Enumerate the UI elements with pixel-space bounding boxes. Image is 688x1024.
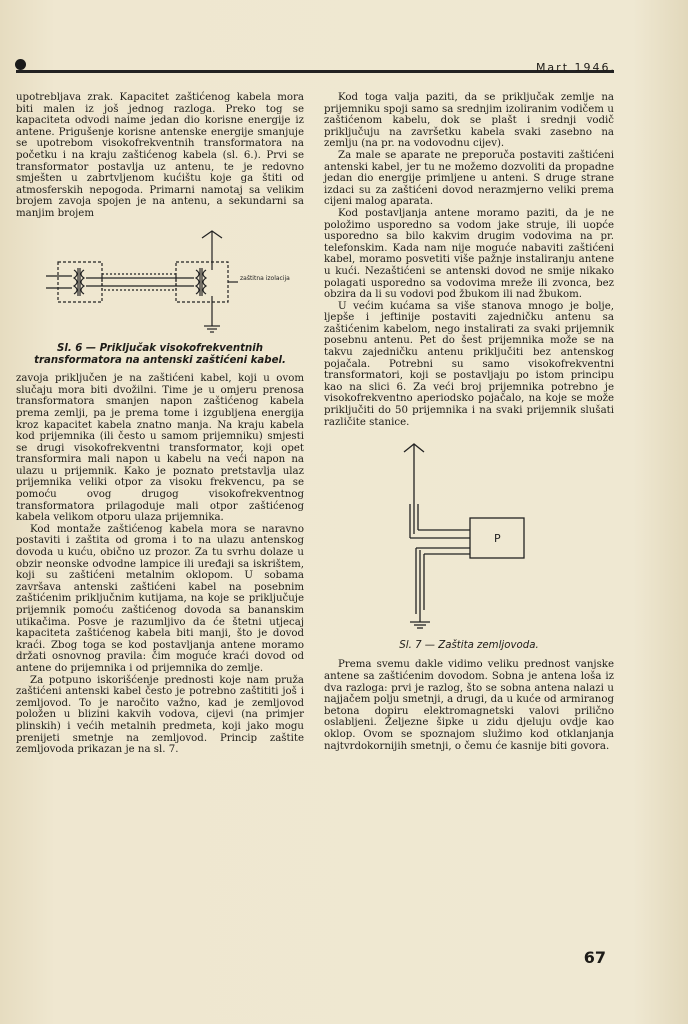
page-number: 67 [583, 948, 606, 967]
paragraph: U većim kućama sa više stanova mnogo je bolje, ljepše i jeftinije postaviti zajedničku antenu sa zaštićenim kabelom, nego instalirati za svaki prijemnik posebnu antenu. Pet do šest prijemnika može se na takvu zajedničku antenu priključiti bez antenskog pojačala. Potrebni su samo visokofrekventni transformatori, koji se postavljaju po istom principu kao na slici 6. Za veći broj prijemnika potrebno je visokofrekventno aperiodsko pojačalo, na koje se može priključiti do 50 prijemnika i na svaki prijemnik slušati različite stanice. [324, 300, 614, 428]
paragraph: Za male se aparate ne preporuča postaviti zaštićeni antenski kabel, jer tu ne možemo dozvoliti da propadne jedan dio energije primljene u anteni. S druge strane izdaci su za zaštićeni dovod nerazmjerno veliki prema cijeni malog aparata. [324, 149, 614, 208]
figure-6-caption: Sl. 6 — Priključak visokofrekventnih transformatora na antenski zaštićeni kabel. [34, 343, 286, 367]
header-rule [16, 70, 614, 73]
paragraph: Za potpuno iskorišćenje prednosti koje nam pruža zaštićeni antenski kabel često je potrebno zaštititi još i zemljovod. To je naročito važno, kad je zemljovod položen u blizini kakvih vodova, cijevi (na primjer plinskih) i većih metalnih predmeta, koji jako mogu prenijeti smetnje na zemljovod. Princip zaštite zemljovoda prikazan je na sl. 7. [16, 674, 304, 756]
figure-7-caption: Sl. 7 — Zaštita zemljovoda. [399, 639, 539, 651]
right-column [324, 92, 614, 752]
issue-date: Mart 1946. [535, 61, 616, 74]
paragraph: Kod montaže zaštićenog kabela mora se naravno postaviti i zaštita od groma i to na ulazu antenskog dovoda u kuću, obično uz prozor. Za tu svrhu dolaze u obzir neonske odvodne lampice ili uređaji sa iskrištem, koji su zaštićeni metalnim oklopom. U sobama završava antenski zaštićeni kabel na posebnim zaštićenim priključnim kutijama, na koje se priključuje prijemnik pomoću zaštićenog dovoda sa bananskim utikačima. Posve je razumljivo da će štetni utjecaj kapaciteta zaštićenog kabela biti manji, što je dovod kraći. Zbog toga se kod postavljanja antene moramo držati osnovnog pravila: čim moguće kraći dovod od antene do prijemnika i od prijemnika do zemlje. [16, 523, 304, 674]
paragraph: Prema svemu dakle vidimo veliku prednost vanjske antene sa zaštićenim dovodom. Sobna je antena loša iz dva razloga: prvi je razlog, što se sobna antena nalazi u najjačem polju smetnji, a drugi, da u kuće od armiranog betona dopiru elektromagnetski valovi prilično oslabljeni. Željezne šipke u zidu djeluju ovdje kao oklop. Ovom se spoznajom služimo kod otklanjanja najtvrdokornijih smetnji, o čemu će kasnije biti govora. [324, 659, 614, 752]
left-column [16, 92, 304, 756]
figure-7-diagram [324, 434, 614, 630]
paragraph: upotrebljava zrak. Kapacitet zaštićenog kabela mora biti malen iz još jednog razloga. Preko tog se kapaciteta odvodi naime jedan dio korisne energije iz antene. Prigušenje korisne antenske energije smanjuje se upotrebom visokofrekventnih transformatora na početku i na kraju zaštićenog kabela (sl. 6.). Prvi se transformator postavlja uz antenu, te je redovno smješten u zabrtvljenom kućištu koje ga štiti od atmosferskih nepogoda. Primarni namotaj sa velikim brojem zavoja spojen je na antenu, a sekundarni sa manjim brojem [16, 92, 304, 219]
figure-6-label: zaštitna izolacija [240, 274, 290, 282]
paragraph: Kod toga valja paziti, da se priključak zemlje na prijemniku spoji samo sa srednjim izoliranim vodičem u zaštićenom kabelu, dok se plašt i srednji vodič priključuju na završetku kabela svaki zasebno na zemlju (na pr. na vodovodnu cijev). [324, 92, 614, 150]
bullet-icon [15, 59, 26, 70]
paragraph: zavoja priključen je na zaštićeni kabel, koji u ovom slučaju mora biti dvožilni. Time je u omjeru prenosa transformatora smanjen napon zaštićenog kabela prema zemlji, pa je prema tome i izgubljena energija kroz kapacitet kabela znatno manja. Na kraju kabela kod prijemnika (ili često u samom prijemniku) smjesti se drugi visokofrekventni transformator, koji opet transformira mali napon u kabelu na veći napon na ulazu u prijemnik. Kako je poznato pretstavlja ulaz prijemnika veliki otpor za visoku frekvencu, pa se pomoću ovog drugog visokofrekventnog transformatora prilagoduje mali otpor zaštićenog kabela velikom otporu ulaza prijemnika. [16, 373, 304, 524]
figure-7-box-label: P [494, 532, 501, 546]
figure-7 [324, 434, 614, 651]
paragraph: Kod postavljanja antene moramo paziti, da je ne položimo usporedno sa vodom jake struje, ili uopće usporedno sa bilo kakvim drugim vodovima na pr. telefonskim. Kada nam nije moguće nabaviti zaštićeni kabel, moramo posvetiti više pažnje instaliranju antene u kući. Nezaštićeni se antenski dovod ne smije nikako polagati usporedno sa vodovima mreže ili zvonca, bez obzira da li su vodovi pod žbukom ili nad žbukom. [324, 207, 614, 301]
figure-6 [16, 226, 304, 368]
figure-6-diagram [16, 226, 304, 338]
